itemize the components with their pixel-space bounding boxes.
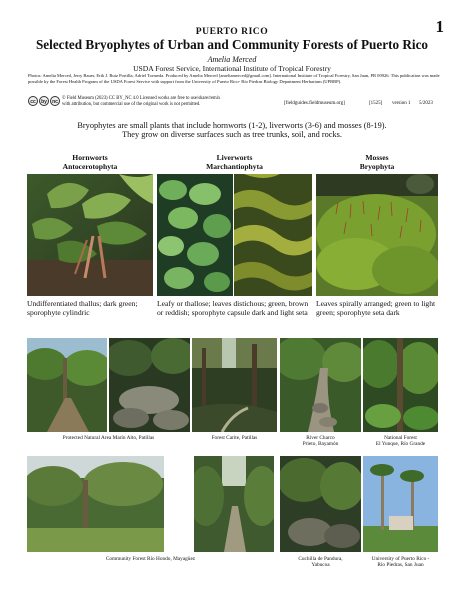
liverworts-description: Leafy or thallose; leaves distichous; green, brown or reddish; sporophyte capsule dark and light seta xyxy=(157,299,309,318)
intro-line-2: They grow on diverse surfaces such as tree trunks, soil, and rocks. xyxy=(122,130,342,139)
charco-prieto-photo xyxy=(280,338,361,432)
caption-cuchilla-pandura xyxy=(280,556,361,569)
caption-uprrp xyxy=(361,556,440,569)
leafy-liverwort-photo xyxy=(157,174,233,296)
mosses-common-name: Mosses xyxy=(365,153,389,162)
carite-forest-photo xyxy=(192,338,277,432)
noncommercial-icon: nc xyxy=(50,96,60,106)
hornworts-description: Undifferentiated thallus; dark green; sporophyte cylindric xyxy=(27,299,138,318)
caption-uprrp-line-1: University of Puerto Rico - xyxy=(371,556,430,562)
license-line-1: © Field Museum (2023) CC BY_NC 4.0 Licensed works are free to use/share/remix xyxy=(62,96,221,101)
marin-alto-photo-1 xyxy=(27,338,107,432)
caption-el-yunque-line-2: El Yunque, Río Grande xyxy=(375,441,426,448)
caption-rio-hondo: Community Forest Río Hondo, Mayagüez xyxy=(105,556,196,562)
author: Amelia Merced xyxy=(207,55,257,64)
el-yunque-photo xyxy=(363,338,438,432)
page-title: Selected Bryophytes of Urban and Community Forests of Puerto Rico xyxy=(35,37,429,52)
liverworts-heading xyxy=(157,153,312,171)
caption-charco-prieto-line-1: River Charco xyxy=(306,435,335,441)
liverworts-scientific-name: Marchantiophyta xyxy=(206,162,263,171)
cc-license-badge xyxy=(28,96,60,106)
rio-hondo-photo-1 xyxy=(27,456,164,552)
intro-line-1: Bryophytes are small plants that include hornworts (1-2), liverworts (3-6) and mosses (8-19). xyxy=(77,121,387,130)
region-label: PUERTO RICO xyxy=(195,26,269,37)
credits-text: Photos: Amelia Merced, Jerry Bauer, Erik J. Ruiz Portilla, Adriel Tormeda. Produced by Amelia Merced [ameliamerced@gmail.com]. International Institute of Tropical Forestry, San Juan, PR 00926. This publication was made possible by the Forest Health Program of the USDA Forest Service with support from the University of Puerto Rico- Río Piedras Biology Department Herbarium (UPRRP). xyxy=(28,73,440,85)
mosses-description: Leaves spirally arranged; green to light green; sporophyte seta dark xyxy=(316,299,436,318)
caption-marin-alto: Protected Natural Area Marín Alto, Patillas xyxy=(62,435,155,441)
hornworts-heading xyxy=(27,153,153,171)
mosses-scientific-name: Bryophyta xyxy=(359,162,395,171)
liverworts-common-name: Liverworts xyxy=(216,153,253,162)
uprrp-campus-photo xyxy=(363,456,438,552)
caption-charco-prieto-line-2: Prieto, Bayamón xyxy=(302,441,339,448)
mosses-heading xyxy=(316,153,438,171)
affiliation: USDA Forest Service, International Institute of Tropical Forestry xyxy=(133,64,331,73)
cc-icon: cc xyxy=(28,96,38,106)
rio-hondo-photo-2 xyxy=(194,456,274,552)
caption-charco-prieto xyxy=(280,435,361,448)
hornworts-scientific-name: Antocerotophyta xyxy=(62,162,118,171)
guide-url: [fieldguides.fieldmuseum.org] xyxy=(284,101,345,106)
caption-uprrp-line-2: Río Piedras, San Juan xyxy=(377,562,424,569)
caption-cuchilla-pandura-line-2: Yabucoa xyxy=(311,562,330,569)
marin-alto-photo-2 xyxy=(109,338,190,432)
attribution-icon: by xyxy=(39,96,49,106)
caption-cuchilla-pandura-line-1: Cuchilla de Pandura, xyxy=(298,556,343,562)
thallose-liverwort-photo xyxy=(234,174,312,296)
hornworts-common-name: Hornworts xyxy=(72,153,108,162)
license-line-2: with attribution, but commercial use of the original work is not permitted. xyxy=(62,102,201,107)
hornwort-photo xyxy=(27,174,153,296)
caption-el-yunque xyxy=(363,435,438,448)
guide-number: [1525] xyxy=(369,101,383,106)
caption-carite: Forest Carite, Patillas xyxy=(211,435,258,441)
moss-photo xyxy=(316,174,438,296)
caption-el-yunque-line-1: National Forest xyxy=(384,435,417,441)
guide-version: version 1 xyxy=(392,101,411,106)
cuchilla-pandura-photo xyxy=(280,456,361,552)
page-number: 1 xyxy=(435,17,444,36)
guide-date: 5/2023 xyxy=(419,101,433,106)
